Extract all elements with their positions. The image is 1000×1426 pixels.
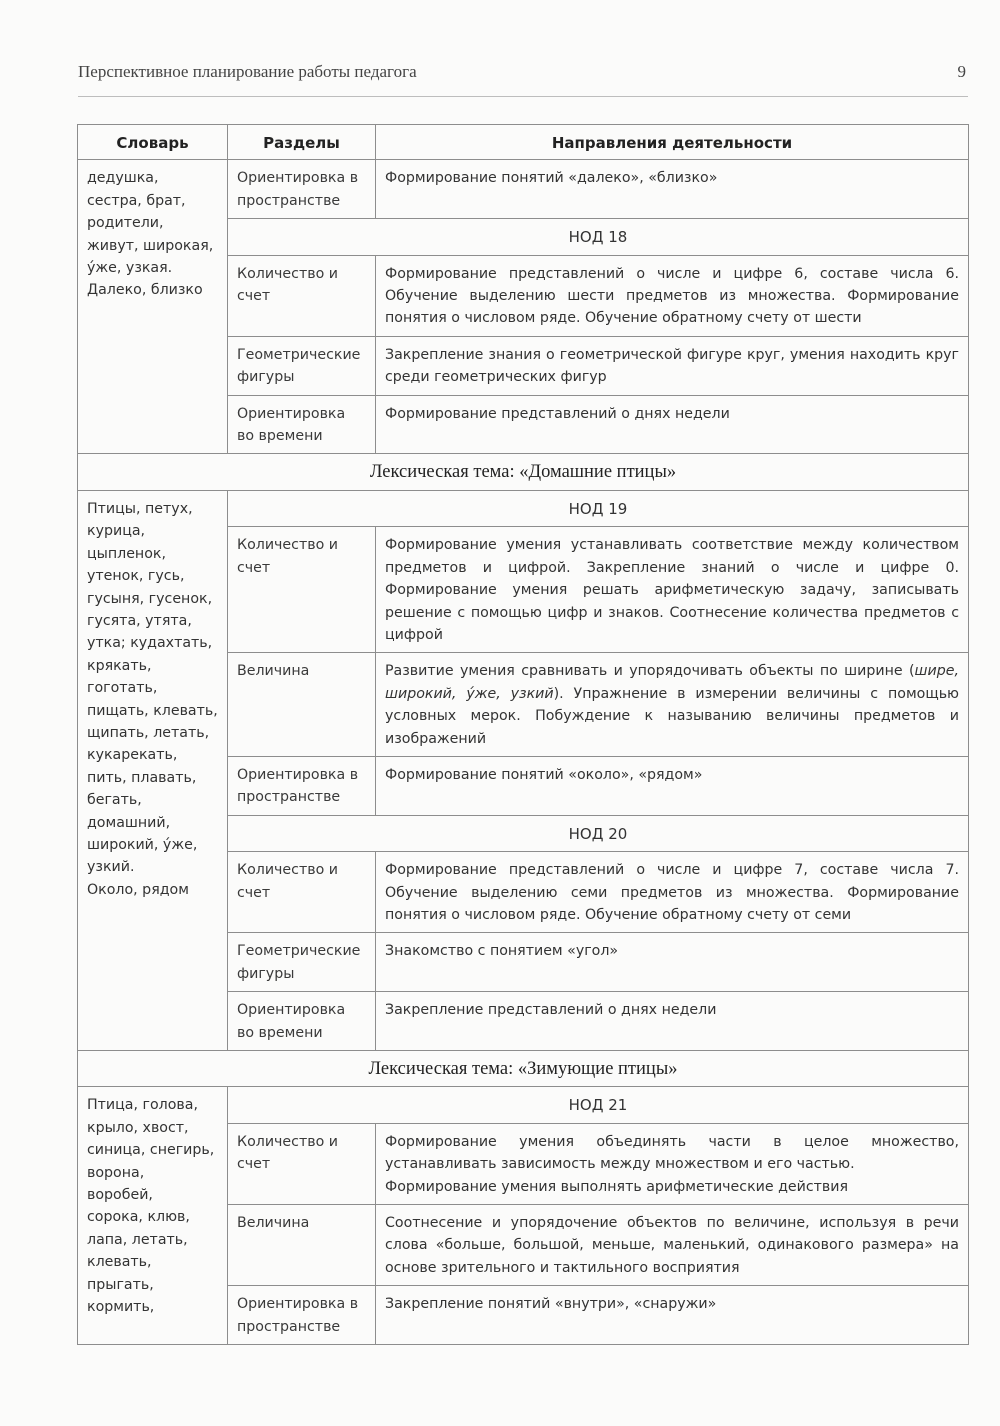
vocab-line: синица, снегирь,	[87, 1142, 215, 1159]
vocab-line: родители,	[87, 215, 164, 232]
vocab-line: пить, плавать,	[87, 769, 197, 786]
vocab-line: гоготать,	[87, 680, 158, 697]
vocab-line: воробей,	[87, 1187, 153, 1204]
section-cell: Количество и счет	[228, 852, 376, 933]
section-cell: Количество и счет	[228, 1123, 376, 1204]
column-header-vocabulary: Словарь	[78, 125, 228, 160]
vocab-line: дедушка,	[87, 170, 159, 187]
vocab-line: цыпленок,	[87, 545, 166, 562]
vocab-line: домашний,	[87, 814, 171, 831]
activity-cell: Соотнесение и упорядочение объектов по величине, используя в речи слова «больше, большой, меньше, маленький, одинакового размера» на основе зрительного и тактильного восприятия	[376, 1205, 969, 1286]
vocab-line: широкий, у́же,	[87, 836, 198, 853]
activity-text: Развитие умения сравнивать и упорядочивать объекты по ширине (	[385, 663, 915, 680]
vocab-line: живут, широкая,	[87, 237, 214, 254]
vocab-line: у́же, узкая.	[87, 260, 173, 277]
vocab-line: Около, рядом	[87, 881, 189, 898]
section-cell: Ориентировка во времени	[228, 992, 376, 1051]
column-header-activities: Направления деятельности	[376, 125, 969, 160]
section-cell: Ориентировка в пространстве	[228, 160, 376, 219]
section-cell: Количество и счет	[228, 527, 376, 653]
vocab-line: прыгать,	[87, 1276, 154, 1293]
planning-table	[77, 124, 969, 1345]
vocab-line: кормить,	[87, 1299, 155, 1316]
vocabulary-cell	[78, 1087, 228, 1345]
vocab-line: Далеко, близко	[87, 282, 203, 299]
vocab-line: сорока, клюв,	[87, 1209, 190, 1226]
activity-cell: Формирование понятий «около», «рядом»	[376, 756, 969, 815]
activity-cell	[376, 1123, 969, 1204]
lexical-theme-heading: Лексическая тема: «Домашние птицы»	[78, 454, 969, 490]
activity-cell: Закрепление знания о геометрической фигуре круг, умения находить круг среди геометрических фигур	[376, 336, 969, 395]
section-cell: Геометрические фигуры	[228, 336, 376, 395]
vocab-line: лапа, летать,	[87, 1231, 188, 1248]
vocab-line: утенок, гусь,	[87, 568, 185, 585]
activity-cell: Формирование умения устанавливать соответствие между количеством предметов и цифрой. Закрепление знаний о числе и цифре 0. Формирование умения решать арифметическую задачу, записывать решение с помощью цифр и знаков. Соотнесение количества предметов с цифрой	[376, 527, 969, 653]
section-cell: Величина	[228, 1205, 376, 1286]
activity-cell: Закрепление представлений о днях недели	[376, 992, 969, 1051]
table-row	[78, 160, 969, 219]
activity-cell	[376, 653, 969, 757]
vocab-line: сестра, брат,	[87, 192, 186, 209]
activity-cell: Формирование представлений о числе и цифре 6, составе числа 6. Обучение выделению шести предметов из множества. Формирование понятия о числовом ряде. Обучение обратному счету от шести	[376, 255, 969, 336]
table-header-row	[78, 125, 969, 160]
vocab-line: узкий.	[87, 859, 135, 876]
nod-row	[78, 490, 969, 526]
activity-cell: Формирование представлений о днях недели	[376, 395, 969, 454]
vocab-line: крякать,	[87, 657, 152, 674]
vocab-line: кукарекать,	[87, 747, 178, 764]
activity-cell: Закрепление понятий «внутри», «снаружи»	[376, 1286, 969, 1345]
activity-text: ). Упражнение в измерении величины с помощью условных мерок. Побуждение к называнию величины предметов и изображений	[385, 685, 959, 747]
section-cell: Геометрические фигуры	[228, 933, 376, 992]
activity-cell: Знакомство с понятием «угол»	[376, 933, 969, 992]
nod-label: НОД 21	[228, 1087, 969, 1123]
nod-label: НОД 20	[228, 815, 969, 851]
section-cell: Ориентировка во времени	[228, 395, 376, 454]
activity-cell: Формирование представлений о числе и цифре 7, составе числа 7. Обучение выделению семи предметов из множества. Формирование понятия о числовом ряде. Обучение обратному счету от семи	[376, 852, 969, 933]
nod-row	[78, 1087, 969, 1123]
vocab-line: утка; кудахтать,	[87, 635, 213, 652]
vocab-line: ворона,	[87, 1164, 145, 1181]
vocabulary-cell	[78, 490, 228, 1050]
lexical-theme-heading: Лексическая тема: «Зимующие птицы»	[78, 1051, 969, 1087]
section-cell: Величина	[228, 653, 376, 757]
theme-row	[78, 454, 969, 490]
vocab-line: крыло, хвост,	[87, 1119, 189, 1136]
vocab-line: гусыня, гусенок,	[87, 590, 213, 607]
vocabulary-cell	[78, 160, 228, 454]
nod-label: НОД 18	[228, 219, 969, 255]
activity-italic-text: шире, широкий, у́же, узкий	[385, 663, 959, 702]
section-cell: Ориентировка в пространстве	[228, 1286, 376, 1345]
section-cell: Количество и счет	[228, 255, 376, 336]
theme-row	[78, 1051, 969, 1087]
activity-text: Формирование умения объединять части в целое множество, устанавливать зависимость между множеством и его частью.	[385, 1133, 959, 1173]
activity-cell: Формирование понятий «далеко», «близко»	[376, 160, 969, 219]
vocab-line: Птица, голова,	[87, 1097, 198, 1114]
column-header-sections: Разделы	[228, 125, 376, 160]
vocab-line: клевать,	[87, 1254, 152, 1271]
vocab-line: курица,	[87, 523, 146, 540]
vocab-line: пищать, клевать,	[87, 702, 218, 719]
nod-label: НОД 19	[228, 490, 969, 526]
activity-text: Формирование умения выполнять арифметические действия	[385, 1178, 849, 1195]
vocab-line: бегать,	[87, 792, 142, 809]
section-cell: Ориентировка в пространстве	[228, 756, 376, 815]
vocab-line: гусята, утята,	[87, 612, 192, 629]
page-number: 9	[957, 62, 966, 81]
running-head	[78, 62, 968, 97]
vocab-line: Птицы, петух,	[87, 500, 193, 517]
vocab-line: щипать, летать,	[87, 724, 210, 741]
running-head-title: Перспективное планирование работы педагога	[78, 62, 417, 81]
